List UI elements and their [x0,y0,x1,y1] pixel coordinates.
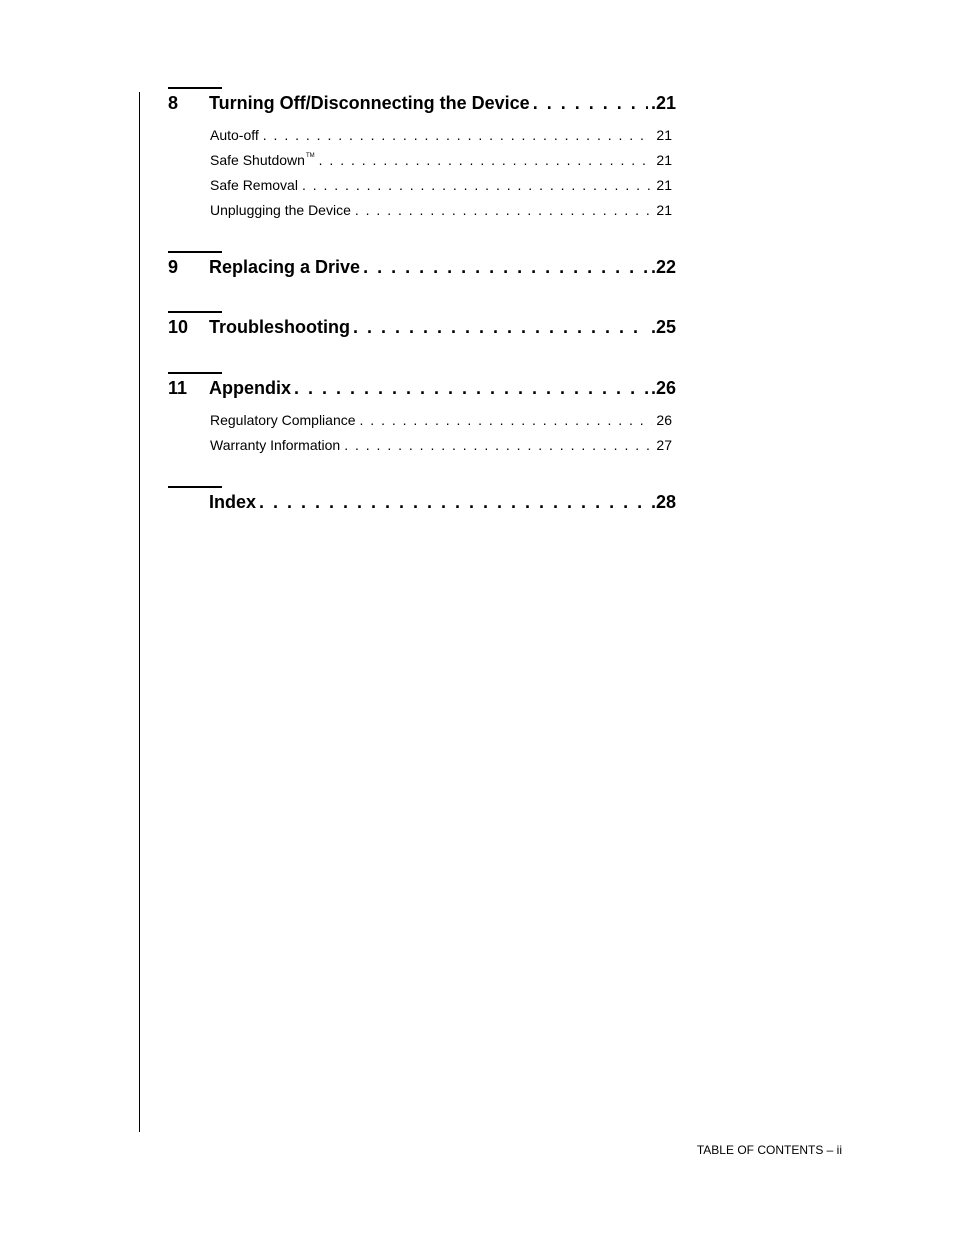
entry-page: 21 [656,152,672,168]
chapter-number: 8 [168,93,179,113]
toc-section-11 [168,372,676,462]
entry-label: Warranty Information [210,437,341,453]
entry-page: 21 [656,177,672,193]
dot-leader [360,412,653,428]
entry-page: 27 [656,437,672,453]
entry-page: 21 [656,127,672,143]
section-rule [168,87,222,89]
toc-entry[interactable] [210,202,672,227]
entry-label: Regulatory Compliance [210,412,356,428]
section-rule [168,372,222,374]
section-rule [168,486,222,488]
toc-section-9 [168,251,676,281]
entry-label: Safe Shutdown [210,152,305,168]
toc-section-8 [168,87,676,227]
chapter-page: .26 [650,378,676,398]
margin-rule [139,92,140,1132]
entry-label: Unplugging the Device [210,202,351,218]
chapter-page: .28 [650,492,676,512]
toc-section-10 [168,311,676,341]
dot-leader [259,492,648,513]
entry-label: Auto-off [210,127,259,143]
entry-list [210,127,676,227]
toc-entry[interactable] [210,177,672,202]
chapter-heading[interactable] [168,93,676,117]
dot-leader [344,437,652,453]
chapter-number: 9 [168,257,179,277]
dot-leader [355,202,653,218]
section-rule [168,251,222,253]
dot-leader [353,317,648,338]
dot-leader [363,257,648,278]
section-rule [168,311,222,313]
entry-page: 21 [656,202,672,218]
dot-leader [302,177,652,193]
chapter-title: Appendix [209,378,292,398]
toc-section-index [168,486,676,516]
chapter-title: Replacing a Drive [209,257,361,277]
chapter-title: Turning Off/Disconnecting the Device [209,93,530,113]
trademark-mark: TM [305,153,315,159]
toc-entry[interactable] [210,412,672,437]
page-footer: TABLE OF CONTENTS – ii [696,1143,842,1157]
chapter-page: .25 [650,317,676,337]
dot-leader [533,93,648,114]
dot-leader [319,152,653,168]
chapter-title: Index [209,492,257,512]
entry-label-wrap [210,152,315,168]
chapter-number: 10 [168,317,189,337]
toc-entry[interactable] [210,437,672,462]
chapter-number: 11 [168,378,188,398]
toc-entry[interactable] [210,127,672,152]
entry-page: 26 [656,412,672,428]
entry-list [210,412,676,462]
chapter-heading[interactable] [168,317,676,341]
entry-label: Safe Removal [210,177,298,193]
chapter-heading[interactable] [168,257,676,281]
chapter-heading[interactable] [168,492,676,516]
toc-entry[interactable] [210,152,672,177]
chapter-heading[interactable] [168,378,676,402]
chapter-page: .22 [650,257,676,277]
chapter-title: Troubleshooting [209,317,350,337]
dot-leader [294,378,648,399]
dot-leader [263,127,653,143]
chapter-page: .21 [650,93,676,113]
